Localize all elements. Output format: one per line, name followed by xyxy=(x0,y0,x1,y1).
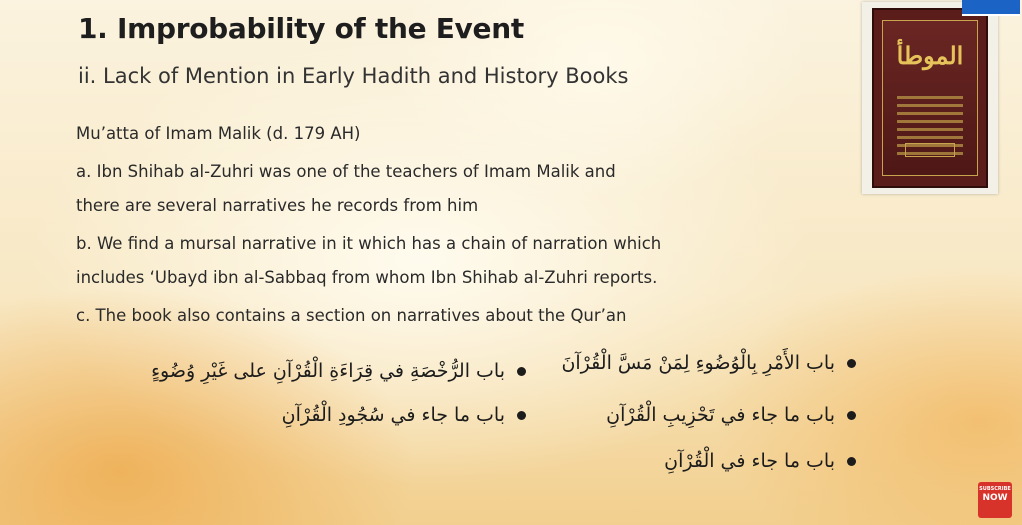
arabic-text: باب ما جاء في تَحْزِيبِ الْقُرْآنِ xyxy=(606,404,835,426)
bullet-dot-icon xyxy=(847,457,856,466)
arabic-bullet-right-2 xyxy=(606,404,856,426)
arabic-bullet-left-1 xyxy=(151,360,526,382)
point-b-line-2: includes ‘Ubayd ibn al-Sabbaq from whom Ibn Shihab al-Zuhri reports. xyxy=(76,268,658,287)
book-cover-plate xyxy=(905,143,955,157)
point-a-line-1: a. Ibn Shihab al-Zuhri was one of the teachers of Imam Malik and xyxy=(76,162,616,181)
bullet-dot-icon xyxy=(847,411,856,420)
arabic-text: باب ما جاء في سُجُودِ الْقُرْآنِ xyxy=(281,404,505,426)
bullet-dot-icon xyxy=(517,411,526,420)
bullet-dot-icon xyxy=(847,359,856,368)
muwatta-book-cover-image xyxy=(862,2,998,194)
bullet-dot-icon xyxy=(517,367,526,376)
arabic-bullet-right-3 xyxy=(664,450,856,472)
book-frame xyxy=(882,20,978,176)
subscribe-top-label: SUBSCRIBE xyxy=(979,486,1011,492)
subscribe-now-button[interactable] xyxy=(978,482,1012,518)
slide-title: 1. Improbability of the Event xyxy=(78,12,524,45)
channel-logo-icon xyxy=(962,0,1020,16)
slide-subtitle: ii. Lack of Mention in Early Hadith and History Books xyxy=(78,64,629,88)
source-heading: Mu’atta of Imam Malik (d. 179 AH) xyxy=(76,124,361,143)
arabic-bullet-left-2 xyxy=(282,404,526,426)
book-cover-title: الموطأ xyxy=(896,41,964,70)
arabic-text: باب ما جاء في الْقُرْآنِ xyxy=(664,450,835,472)
point-c-line: c. The book also contains a section on narratives about the Qur’an xyxy=(76,306,627,325)
point-a-line-2: there are several narratives he records from him xyxy=(76,196,479,215)
subscribe-label: NOW xyxy=(982,493,1008,503)
book-cover xyxy=(872,8,988,188)
arabic-bullet-right-1 xyxy=(561,352,856,374)
point-b-line-1: b. We find a mursal narrative in it which has a chain of narration which xyxy=(76,234,662,253)
arabic-text: باب الأَمْرِ بِالْوُضُوءِ لِمَنْ مَسَّ الْقُرْآنَ xyxy=(561,352,835,374)
arabic-text: باب الرُّخْصَةِ في قِرَاءَةِ الْقُرْآنِ على غَيْرِ وُضُوءٍ xyxy=(151,360,505,382)
